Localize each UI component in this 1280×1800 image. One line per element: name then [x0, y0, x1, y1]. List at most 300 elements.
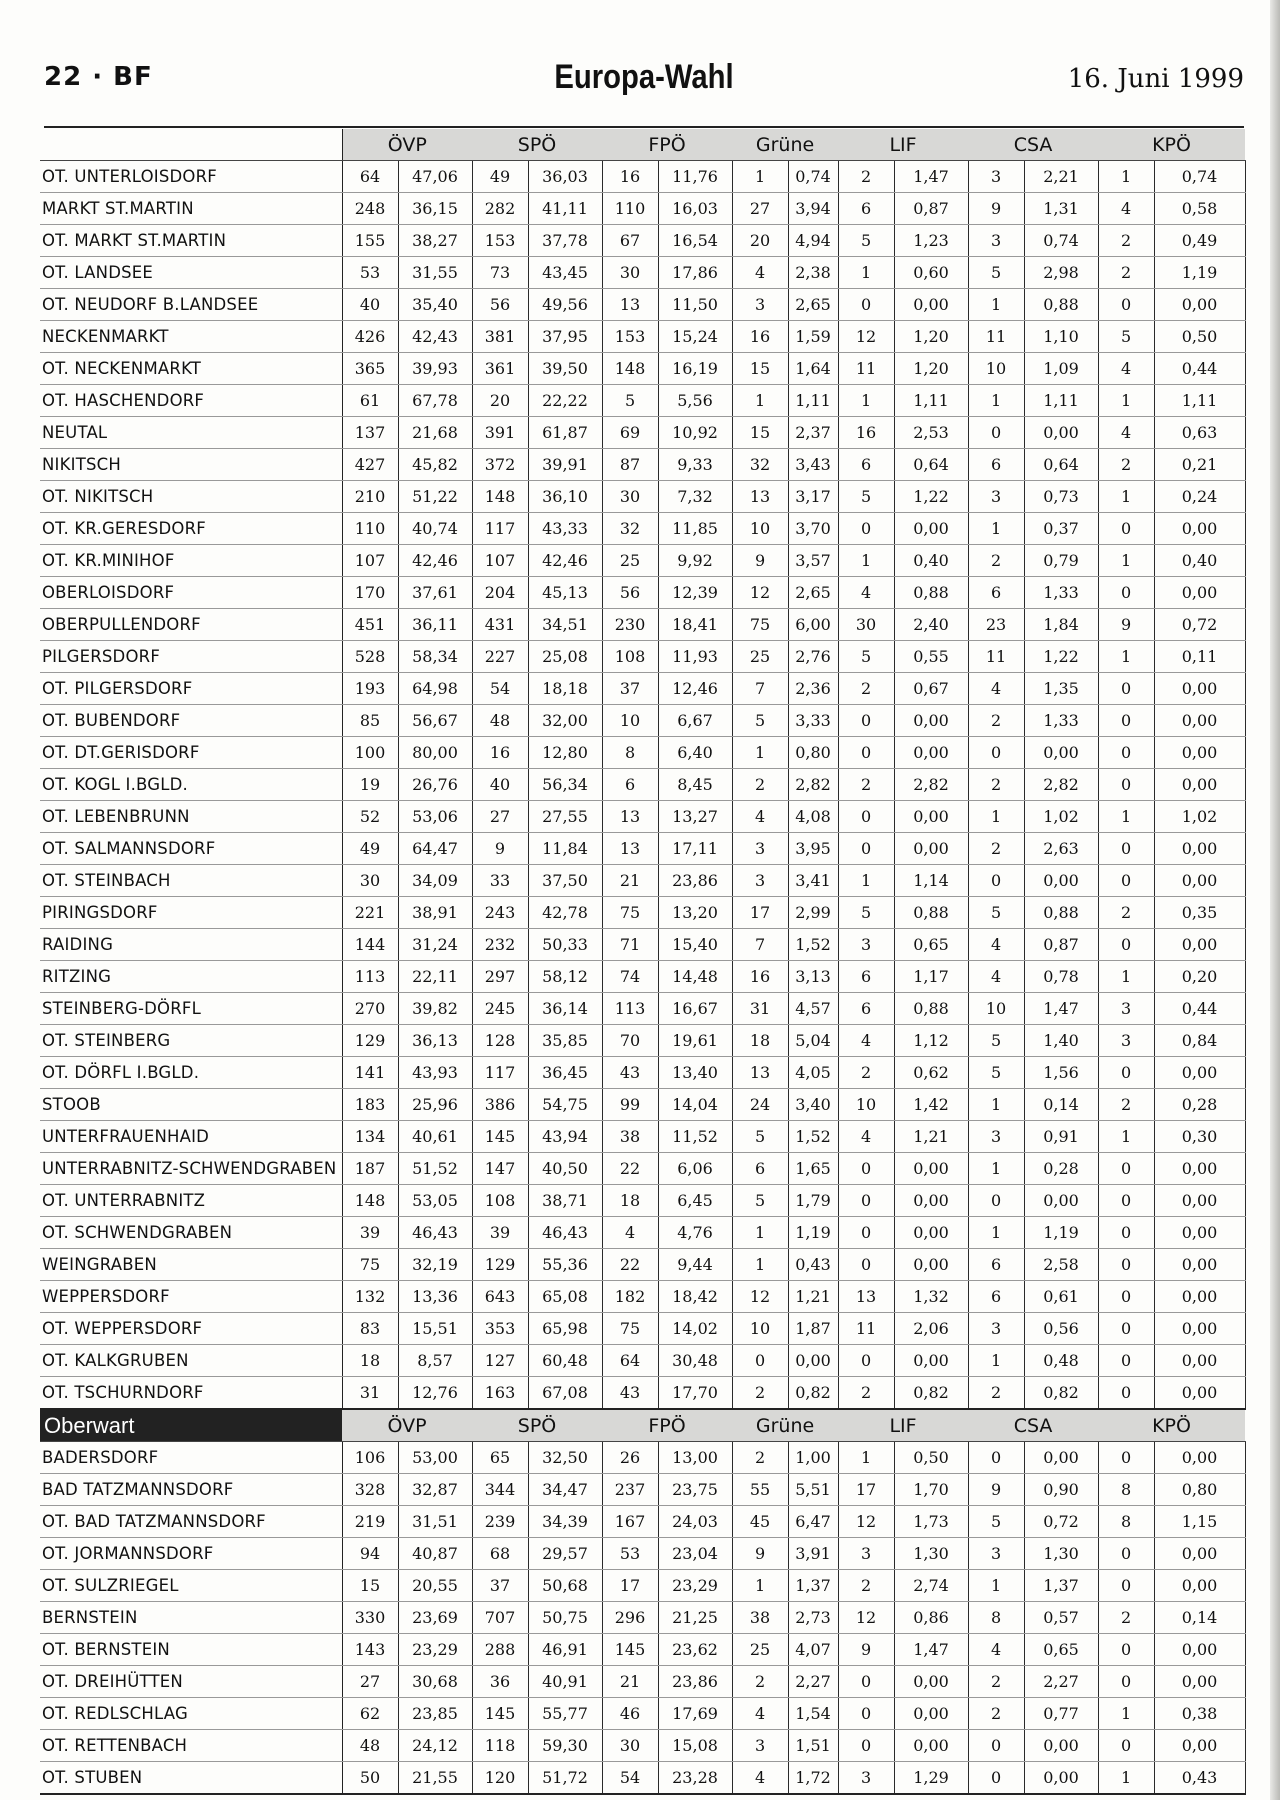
municipality-name: STEINBERG-DÖRFL	[40, 993, 342, 1025]
vote-count: 153	[602, 321, 658, 353]
vote-count: 0	[1098, 1281, 1154, 1313]
vote-percent: 0,88	[894, 897, 968, 929]
vote-percent: 0,00	[1154, 1730, 1245, 1762]
vote-percent: 25,08	[528, 641, 602, 673]
vote-percent: 1,15	[1154, 1506, 1245, 1538]
vote-percent: 2,65	[788, 577, 838, 609]
vote-count: 37	[472, 1570, 528, 1602]
vote-count: 33	[472, 865, 528, 897]
vote-percent: 0,00	[894, 513, 968, 545]
vote-percent: 2,40	[894, 609, 968, 641]
vote-count: 9	[732, 545, 788, 577]
vote-percent: 0,11	[1154, 641, 1245, 673]
vote-percent: 2,21	[1024, 161, 1098, 193]
vote-percent: 23,28	[658, 1762, 732, 1795]
vote-percent: 14,48	[658, 961, 732, 993]
vote-count: 108	[472, 1185, 528, 1217]
vote-percent: 0,44	[1154, 993, 1245, 1025]
vote-percent: 34,47	[528, 1474, 602, 1506]
vote-percent: 2,74	[894, 1570, 968, 1602]
vote-count: 0	[1098, 1570, 1154, 1602]
vote-percent: 46,43	[528, 1217, 602, 1249]
vote-percent: 1,02	[1154, 801, 1245, 833]
vote-count: 20	[732, 225, 788, 257]
vote-percent: 36,14	[528, 993, 602, 1025]
vote-count: 707	[472, 1602, 528, 1634]
vote-percent: 0,00	[1154, 289, 1245, 321]
vote-percent: 0,00	[1154, 833, 1245, 865]
vote-percent: 1,32	[894, 1281, 968, 1313]
vote-count: 110	[342, 513, 398, 545]
vote-count: 55	[732, 1474, 788, 1506]
vote-count: 16	[732, 321, 788, 353]
vote-count: 0	[1098, 865, 1154, 897]
vote-percent: 45,13	[528, 577, 602, 609]
table-row	[40, 609, 1245, 641]
vote-count: 10	[968, 353, 1024, 385]
vote-percent: 24,03	[658, 1506, 732, 1538]
vote-count: 372	[472, 449, 528, 481]
table-row	[40, 289, 1245, 321]
vote-count: 5	[732, 1121, 788, 1153]
vote-percent: 1,09	[1024, 353, 1098, 385]
vote-count: 46	[602, 1698, 658, 1730]
vote-percent: 0,38	[1154, 1698, 1245, 1730]
vote-percent: 1,19	[1024, 1217, 1098, 1249]
vote-percent: 36,03	[528, 161, 602, 193]
municipality-name: OT. DÖRFL I.BGLD.	[40, 1057, 342, 1089]
vote-count: 48	[472, 705, 528, 737]
municipality-name: OT. KR.MINIHOF	[40, 545, 342, 577]
table-row	[40, 897, 1245, 929]
vote-count: 0	[838, 801, 894, 833]
vote-percent: 16,03	[658, 193, 732, 225]
vote-count: 288	[472, 1634, 528, 1666]
vote-count: 49	[472, 161, 528, 193]
vote-percent: 0,28	[1024, 1153, 1098, 1185]
vote-percent: 0,49	[1154, 225, 1245, 257]
vote-count: 0	[1098, 737, 1154, 769]
party-header: CSA	[968, 129, 1098, 161]
vote-count: 1	[732, 1249, 788, 1281]
vote-count: 6	[838, 449, 894, 481]
vote-percent: 9,33	[658, 449, 732, 481]
vote-percent: 8,57	[398, 1345, 472, 1377]
vote-count: 9	[1098, 609, 1154, 641]
vote-percent: 0,64	[1024, 449, 1098, 481]
vote-count: 6	[838, 193, 894, 225]
vote-percent: 0,74	[1024, 225, 1098, 257]
vote-percent: 0,00	[1154, 1313, 1245, 1345]
vote-count: 15	[732, 417, 788, 449]
vote-count: 2	[838, 673, 894, 705]
party-header-row	[40, 129, 1245, 161]
vote-count: 4	[968, 1634, 1024, 1666]
vote-percent: 42,46	[528, 545, 602, 577]
vote-count: 204	[472, 577, 528, 609]
vote-count: 53	[342, 257, 398, 289]
vote-percent: 0,00	[1154, 1217, 1245, 1249]
vote-percent: 11,76	[658, 161, 732, 193]
vote-percent: 55,77	[528, 1698, 602, 1730]
vote-count: 5	[602, 385, 658, 417]
header-rule	[44, 126, 1244, 128]
vote-percent: 18,42	[658, 1281, 732, 1313]
vote-percent: 39,50	[528, 353, 602, 385]
vote-count: 31	[732, 993, 788, 1025]
vote-percent: 1,19	[788, 1217, 838, 1249]
vote-count: 108	[602, 641, 658, 673]
vote-percent: 35,85	[528, 1025, 602, 1057]
vote-count: 62	[342, 1698, 398, 1730]
vote-percent: 3,43	[788, 449, 838, 481]
vote-count: 2	[732, 1442, 788, 1474]
vote-percent: 51,22	[398, 481, 472, 513]
vote-count: 113	[342, 961, 398, 993]
vote-percent: 50,75	[528, 1602, 602, 1634]
vote-count: 145	[472, 1121, 528, 1153]
vote-count: 1	[732, 737, 788, 769]
vote-percent: 0,00	[894, 705, 968, 737]
vote-percent: 51,52	[398, 1153, 472, 1185]
vote-percent: 38,71	[528, 1185, 602, 1217]
vote-percent: 0,00	[894, 801, 968, 833]
vote-percent: 59,30	[528, 1730, 602, 1762]
vote-count: 30	[602, 1730, 658, 1762]
vote-percent: 65,08	[528, 1281, 602, 1313]
vote-percent: 0,14	[1024, 1089, 1098, 1121]
vote-percent: 0,28	[1154, 1089, 1245, 1121]
vote-percent: 1,02	[1024, 801, 1098, 833]
vote-percent: 46,91	[528, 1634, 602, 1666]
vote-count: 118	[472, 1730, 528, 1762]
vote-percent: 36,13	[398, 1025, 472, 1057]
vote-percent: 1,33	[1024, 577, 1098, 609]
vote-percent: 65,98	[528, 1313, 602, 1345]
vote-count: 117	[472, 513, 528, 545]
vote-percent: 37,95	[528, 321, 602, 353]
vote-percent: 0,00	[1154, 737, 1245, 769]
vote-percent: 0,00	[1154, 1442, 1245, 1474]
vote-percent: 1,22	[894, 481, 968, 513]
party-header: FPÖ	[602, 1409, 732, 1442]
table-row	[40, 1570, 1245, 1602]
vote-percent: 0,24	[1154, 481, 1245, 513]
vote-count: 11	[968, 321, 1024, 353]
vote-percent: 50,33	[528, 929, 602, 961]
vote-count: 3	[838, 1762, 894, 1795]
vote-percent: 0,74	[788, 161, 838, 193]
vote-count: 2	[838, 1570, 894, 1602]
municipality-name: OT. JORMANNSDORF	[40, 1538, 342, 1570]
vote-count: 2	[968, 1377, 1024, 1410]
vote-count: 0	[968, 865, 1024, 897]
vote-percent: 3,57	[788, 545, 838, 577]
vote-percent: 38,27	[398, 225, 472, 257]
municipality-name: OT. STUBEN	[40, 1762, 342, 1795]
vote-count: 132	[342, 1281, 398, 1313]
vote-count: 2	[732, 1377, 788, 1410]
vote-count: 5	[732, 1185, 788, 1217]
vote-count: 9	[968, 193, 1024, 225]
municipality-name: OT. RETTENBACH	[40, 1730, 342, 1762]
municipality-name: OT. TSCHURNDORF	[40, 1377, 342, 1410]
vote-count: 6	[602, 769, 658, 801]
vote-count: 5	[968, 1506, 1024, 1538]
vote-count: 45	[732, 1506, 788, 1538]
party-header: SPÖ	[472, 129, 602, 161]
vote-percent: 5,51	[788, 1474, 838, 1506]
vote-percent: 0,30	[1154, 1121, 1245, 1153]
vote-percent: 1,47	[894, 161, 968, 193]
vote-count: 6	[968, 1249, 1024, 1281]
vote-percent: 1,31	[1024, 193, 1098, 225]
vote-count: 183	[342, 1089, 398, 1121]
vote-percent: 0,87	[894, 193, 968, 225]
vote-count: 2	[1098, 1602, 1154, 1634]
vote-percent: 47,06	[398, 161, 472, 193]
vote-percent: 42,46	[398, 545, 472, 577]
vote-count: 2	[1098, 257, 1154, 289]
vote-percent: 0,00	[1024, 1762, 1098, 1795]
vote-count: 11	[968, 641, 1024, 673]
vote-percent: 43,94	[528, 1121, 602, 1153]
vote-count: 30	[602, 257, 658, 289]
vote-percent: 0,00	[1154, 769, 1245, 801]
vote-count: 107	[342, 545, 398, 577]
vote-count: 113	[602, 993, 658, 1025]
vote-count: 0	[1098, 1377, 1154, 1410]
vote-percent: 42,78	[528, 897, 602, 929]
vote-count: 16	[602, 161, 658, 193]
vote-percent: 2,36	[788, 673, 838, 705]
vote-count: 0	[1098, 1217, 1154, 1249]
vote-count: 75	[342, 1249, 398, 1281]
vote-percent: 1,64	[788, 353, 838, 385]
page-spine-shadow	[1270, 0, 1280, 1800]
vote-count: 0	[838, 1666, 894, 1698]
vote-percent: 36,11	[398, 609, 472, 641]
vote-count: 0	[838, 1345, 894, 1377]
vote-count: 2	[838, 769, 894, 801]
municipality-name: OT. UNTERRABNITZ	[40, 1185, 342, 1217]
vote-count: 11	[838, 353, 894, 385]
table-row	[40, 1185, 1245, 1217]
municipality-name: OT. KOGL I.BGLD.	[40, 769, 342, 801]
vote-percent: 80,00	[398, 737, 472, 769]
vote-count: 85	[342, 705, 398, 737]
vote-count: 0	[838, 513, 894, 545]
vote-count: 1	[732, 161, 788, 193]
vote-percent: 46,43	[398, 1217, 472, 1249]
vote-percent: 6,06	[658, 1153, 732, 1185]
vote-count: 0	[1098, 1538, 1154, 1570]
vote-count: 40	[342, 289, 398, 321]
vote-count: 147	[472, 1153, 528, 1185]
vote-percent: 34,39	[528, 1506, 602, 1538]
party-header: Grüne	[732, 1409, 838, 1442]
vote-count: 17	[732, 897, 788, 929]
vote-percent: 6,45	[658, 1185, 732, 1217]
vote-percent: 40,87	[398, 1538, 472, 1570]
vote-percent: 0,00	[1154, 673, 1245, 705]
vote-count: 144	[342, 929, 398, 961]
vote-count: 25	[732, 641, 788, 673]
vote-percent: 0,00	[1024, 1442, 1098, 1474]
vote-percent: 53,06	[398, 801, 472, 833]
vote-count: 17	[838, 1474, 894, 1506]
table-row	[40, 1506, 1245, 1538]
vote-percent: 1,59	[788, 321, 838, 353]
municipality-name: OT. LANDSEE	[40, 257, 342, 289]
vote-count: 8	[1098, 1474, 1154, 1506]
table-row	[40, 545, 1245, 577]
vote-percent: 0,73	[1024, 481, 1098, 513]
vote-count: 0	[1098, 705, 1154, 737]
vote-percent: 13,20	[658, 897, 732, 929]
vote-percent: 23,04	[658, 1538, 732, 1570]
vote-count: 391	[472, 417, 528, 449]
table-row	[40, 1281, 1245, 1313]
vote-percent: 7,32	[658, 481, 732, 513]
vote-count: 127	[472, 1345, 528, 1377]
municipality-name: OT. BERNSTEIN	[40, 1634, 342, 1666]
vote-count: 1	[1098, 1698, 1154, 1730]
results-table	[40, 129, 1246, 1795]
vote-count: 68	[472, 1538, 528, 1570]
vote-percent: 32,50	[528, 1442, 602, 1474]
vote-percent: 9,92	[658, 545, 732, 577]
vote-percent: 12,76	[398, 1377, 472, 1410]
vote-percent: 0,00	[894, 1666, 968, 1698]
vote-count: 1	[838, 257, 894, 289]
vote-count: 1	[968, 1217, 1024, 1249]
table-row	[40, 577, 1245, 609]
vote-count: 3	[838, 929, 894, 961]
vote-count: 134	[342, 1121, 398, 1153]
vote-count: 0	[968, 1762, 1024, 1795]
vote-percent: 31,24	[398, 929, 472, 961]
vote-count: 141	[342, 1057, 398, 1089]
vote-percent: 6,67	[658, 705, 732, 737]
vote-percent: 4,08	[788, 801, 838, 833]
vote-percent: 2,82	[1024, 769, 1098, 801]
vote-count: 0	[1098, 769, 1154, 801]
vote-count: 3	[968, 481, 1024, 513]
municipality-name: OT. NEUDORF B.LANDSEE	[40, 289, 342, 321]
vote-count: 0	[1098, 833, 1154, 865]
vote-count: 129	[342, 1025, 398, 1057]
vote-count: 94	[342, 1538, 398, 1570]
vote-count: 3	[1098, 1025, 1154, 1057]
municipality-name: BAD TATZMANNSDORF	[40, 1474, 342, 1506]
vote-percent: 18,41	[658, 609, 732, 641]
vote-count: 1	[1098, 385, 1154, 417]
vote-percent: 67,08	[528, 1377, 602, 1410]
vote-percent: 1,47	[1024, 993, 1098, 1025]
vote-count: 0	[1098, 577, 1154, 609]
vote-count: 365	[342, 353, 398, 385]
vote-count: 4	[732, 801, 788, 833]
vote-percent: 0,80	[1154, 1474, 1245, 1506]
table-row	[40, 449, 1245, 481]
municipality-name: RITZING	[40, 961, 342, 993]
vote-count: 106	[342, 1442, 398, 1474]
vote-count: 1	[968, 513, 1024, 545]
vote-percent: 0,00	[1154, 1281, 1245, 1313]
vote-percent: 1,21	[894, 1121, 968, 1153]
vote-count: 12	[732, 577, 788, 609]
vote-percent: 13,36	[398, 1281, 472, 1313]
vote-percent: 0,48	[1024, 1345, 1098, 1377]
vote-count: 13	[732, 1057, 788, 1089]
vote-percent: 3,91	[788, 1538, 838, 1570]
vote-count: 30	[342, 865, 398, 897]
vote-count: 167	[602, 1506, 658, 1538]
vote-percent: 3,95	[788, 833, 838, 865]
table-row	[40, 1217, 1245, 1249]
vote-percent: 0,20	[1154, 961, 1245, 993]
vote-count: 230	[602, 609, 658, 641]
vote-percent: 0,60	[894, 257, 968, 289]
vote-percent: 1,47	[894, 1634, 968, 1666]
table-row	[40, 1121, 1245, 1153]
vote-count: 4	[838, 1121, 894, 1153]
vote-count: 3	[968, 1121, 1024, 1153]
vote-count: 248	[342, 193, 398, 225]
vote-percent: 0,00	[894, 737, 968, 769]
table-row	[40, 641, 1245, 673]
municipality-name: UNTERRABNITZ-SCHWENDGRABEN	[40, 1153, 342, 1185]
vote-percent: 1,73	[894, 1506, 968, 1538]
vote-percent: 37,78	[528, 225, 602, 257]
vote-percent: 23,85	[398, 1698, 472, 1730]
vote-percent: 0,00	[1154, 929, 1245, 961]
vote-count: 3	[968, 225, 1024, 257]
vote-percent: 1,35	[1024, 673, 1098, 705]
vote-percent: 0,00	[1154, 513, 1245, 545]
vote-count: 0	[838, 1730, 894, 1762]
vote-count: 0	[732, 1345, 788, 1377]
vote-count: 9	[732, 1538, 788, 1570]
vote-percent: 0,43	[1154, 1762, 1245, 1795]
vote-count: 2	[838, 1057, 894, 1089]
vote-percent: 1,12	[894, 1025, 968, 1057]
vote-percent: 0,35	[1154, 897, 1245, 929]
vote-percent: 0,67	[894, 673, 968, 705]
table-row	[40, 385, 1245, 417]
vote-count: 16	[838, 417, 894, 449]
vote-count: 3	[1098, 993, 1154, 1025]
vote-count: 328	[342, 1474, 398, 1506]
vote-percent: 34,51	[528, 609, 602, 641]
vote-percent: 2,53	[894, 417, 968, 449]
vote-percent: 0,84	[1154, 1025, 1245, 1057]
vote-count: 0	[1098, 1313, 1154, 1345]
table-row	[40, 993, 1245, 1025]
vote-count: 0	[1098, 929, 1154, 961]
vote-count: 1	[1098, 1121, 1154, 1153]
vote-percent: 12,46	[658, 673, 732, 705]
vote-percent: 4,57	[788, 993, 838, 1025]
vote-percent: 0,40	[1154, 545, 1245, 577]
vote-count: 54	[602, 1762, 658, 1795]
vote-count: 1	[838, 865, 894, 897]
vote-percent: 19,61	[658, 1025, 732, 1057]
table-row	[40, 1634, 1245, 1666]
vote-count: 13	[732, 481, 788, 513]
vote-count: 187	[342, 1153, 398, 1185]
